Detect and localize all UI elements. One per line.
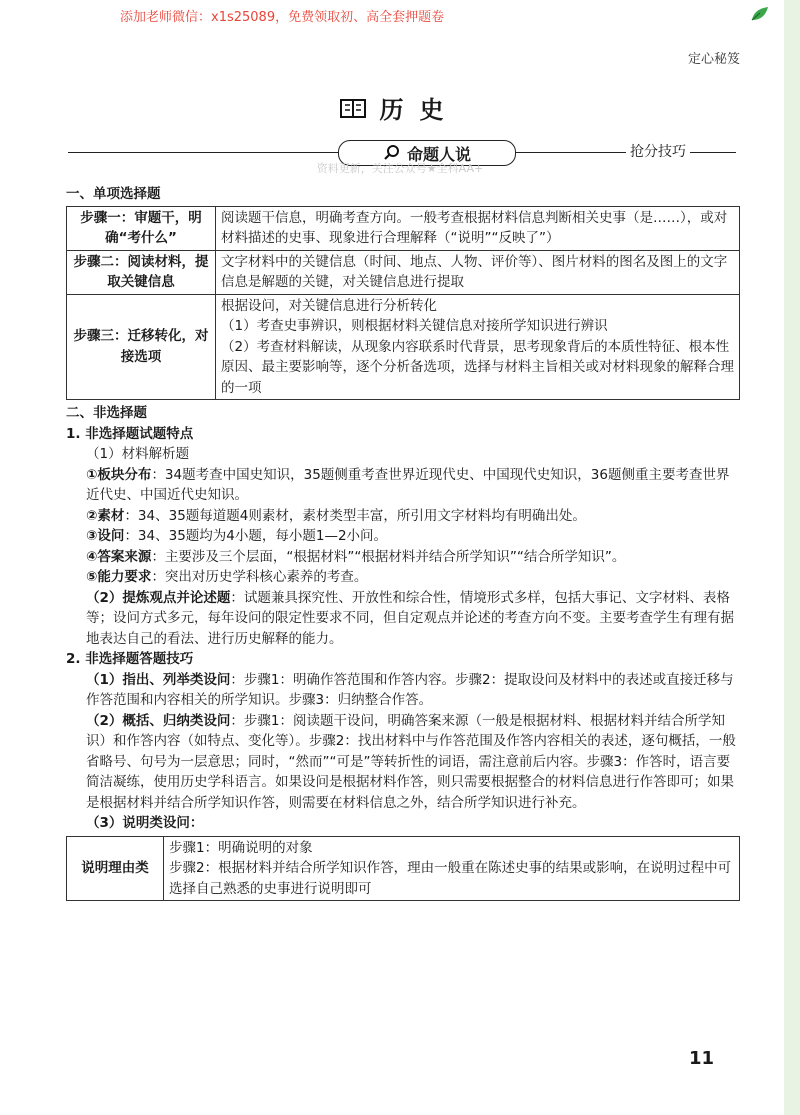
- paragraph-label: （2）概括、归纳类设问: [86, 712, 231, 729]
- desc-line: （2）考查材料解读，从现象内容联系时代背景，思考现象背后的本质性特征、根本性原因、最主要影响等，逐个分析备选项，选择与材料主旨相关或对材料现象的解释合理的一项: [221, 338, 734, 396]
- paragraph: [66, 711, 740, 814]
- item-label: ④答案来源: [86, 548, 152, 565]
- table-row: [67, 206, 740, 250]
- table-row: [67, 294, 740, 400]
- item-text: ：34、35题每道题4则素材，素材类型丰富，所引用文字材料均有明确出处。: [124, 507, 586, 524]
- paragraph-label: （3）说明类设问：: [86, 815, 204, 831]
- paragraph-label: （2）提炼观点并论述题: [86, 589, 231, 606]
- page-title: 历史: [379, 96, 460, 124]
- desc-cell: [216, 294, 740, 400]
- item-text: ：突出对历史学科核心素养的考查。: [151, 569, 368, 585]
- list-item: [66, 567, 740, 588]
- item-label: ②素材: [86, 507, 125, 524]
- desc-cell: [216, 206, 740, 250]
- subsection-heading: 2. 非选择题答题技巧: [66, 651, 194, 667]
- section-tag: 定心秘笈: [687, 52, 740, 67]
- table-row: [67, 250, 740, 294]
- section-heading: 一、单项选择题: [66, 186, 161, 202]
- table-row: [67, 836, 740, 901]
- paragraph: [66, 588, 740, 650]
- list-item: [66, 465, 740, 506]
- main-content: [66, 184, 740, 901]
- item-label: ⑤能力要求: [86, 569, 152, 585]
- paragraph: [66, 670, 740, 711]
- item-label: ①板块分布: [86, 466, 152, 483]
- page-number: 11: [688, 1048, 714, 1069]
- paragraph: [66, 813, 740, 834]
- desc-cell: [216, 250, 740, 294]
- explain-label-cell: 说明理由类: [67, 836, 164, 901]
- header-ad-line: 添加老师微信：x1s25089，免费领取初、高全套押题卷: [120, 10, 445, 25]
- paragraph-text: ：步骤1：明确作答范围和作答内容。步骤2：提取设问及材料中的表述或直接迁移与作答范围和内容相关的所学知识。步骤3：归纳整合作答。: [86, 671, 734, 708]
- leaf-icon: [748, 4, 770, 26]
- step-cell: 步骤二：阅读材料，提取关键信息: [67, 250, 216, 294]
- steps-table: [66, 206, 740, 401]
- paragraph-text: ：步骤1：阅读题干设问，明确答案来源（一般是根据材料、根据材料并结合所学知识）和作答内容（如特点、变化等）。步骤2：找出材料中与作答范围及作答内容相关的表述，逐句概括，一般省略号、句号为一层意思；同时，“然而”“可是”等转折性的词语，需注意前后内容。步骤3：作答时，语言要简洁凝练，使用历史学科语言。如果设问是根据材料作答，则只需要根据整合的材料信息进行作答即可；如果是根据材料并结合所学知识作答，则需要在材料信息之外，结合所学知识进行补充。: [86, 712, 736, 811]
- item-label: ③设问: [86, 528, 125, 544]
- banner-pill-label: 命题人说: [406, 144, 471, 164]
- explain-content-cell: [164, 836, 740, 901]
- item-text: ：主要涉及三个层面，“根据材料”“根据材料并结合所学知识”“结合所学知识”。: [151, 548, 626, 565]
- paragraph-label: （1）材料解析题: [86, 446, 190, 462]
- desc-line: 根据设问，对关键信息进行分析转化: [221, 297, 437, 314]
- step-cell: 步骤一：审题干，明确“考什么”: [67, 206, 216, 250]
- desc-line: （1）考查史事辨识，则根据材料关键信息对接所学知识进行辨识: [221, 318, 608, 334]
- page-title-block: [0, 90, 800, 125]
- list-item: [66, 547, 740, 568]
- desc-line: 阅读题干信息，明确考查方向。一般考查根据材料信息判断相关史事（是……），或对材料描述的史事、现象进行合理解释（“说明”“反映了”）: [221, 209, 728, 246]
- section-heading: 二、非选择题: [66, 405, 147, 421]
- paragraph-label: （1）指出、列举类设问: [86, 671, 231, 688]
- list-item: [66, 506, 740, 527]
- explain-line: 步骤2：根据材料并结合所学知识作答，理由一般重在陈述史事的结果或影响，在说明过程中可选择自己熟悉的史事进行说明即可: [169, 860, 732, 897]
- watermark-text: 资料更新，关注公众号★全科AA+: [316, 162, 484, 175]
- list-item: [66, 526, 740, 547]
- desc-line: 文字材料中的关键信息（时间、地点、人物、评价等）、图片材料的图名及图上的文字信息是解题的关键，对关键信息进行提取: [221, 253, 728, 290]
- item-text: ：34题考查中国史知识，35题侧重考查世界近现代史、中国现代史知识，36题侧重主要考查世界近代史、中国近代史知识。: [86, 466, 730, 503]
- step-cell: 步骤三：迁移转化，对接选项: [67, 294, 216, 400]
- subsection-heading: 1. 非选择题试题特点: [66, 425, 194, 442]
- item-text: ：34、35题均为4小题，每小题1—2小问。: [124, 528, 388, 544]
- explain-table: [66, 836, 740, 902]
- banner-tip: 抢分技巧: [626, 141, 690, 161]
- book-icon: [340, 97, 366, 119]
- explain-line: 步骤1：明确说明的对象: [169, 839, 313, 856]
- paragraph-text: ：试题兼具探究性、开放性和综合性，情境形式多样，包括大事记、文字材料、表格等；设问方式多元，每年设问的限定性要求不同，但自定观点并论述的考查方向不变。主要考查学生有理有据地表达自己的看法、进行历史解释的能力。: [86, 589, 734, 647]
